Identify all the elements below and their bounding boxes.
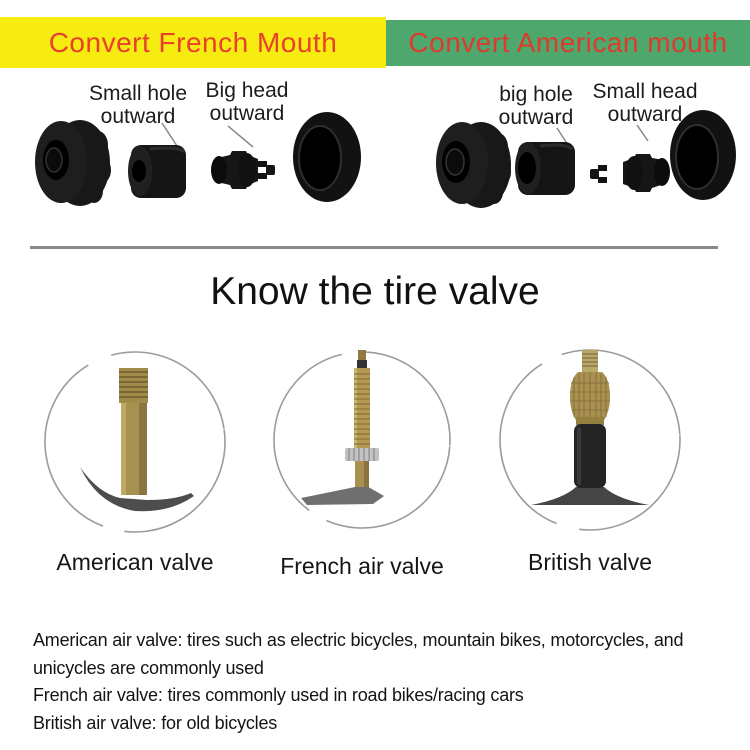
pointer-line-big-head <box>228 126 253 147</box>
label-big-hole-outward: big hole outward <box>498 83 574 129</box>
french-valve-caption: French air valve <box>280 553 444 579</box>
american-valve-cap-part <box>436 122 511 208</box>
banner-convert-american-label: Convert American mouth <box>408 27 728 58</box>
big-head-core-part <box>211 151 275 189</box>
british-valve-illustration <box>495 347 685 537</box>
section-heading: Know the tire valve <box>210 270 540 313</box>
label-big-head-outward: Big head outward <box>205 79 289 125</box>
american-valve-caption: American valve <box>56 549 214 575</box>
tire-base-shape <box>531 487 649 505</box>
french-valve-figure <box>267 347 457 580</box>
american-valve-figure <box>40 347 230 576</box>
description-line: British air valve: for old bicycles <box>33 712 278 733</box>
description-line: unicycles are commonly used <box>33 657 264 678</box>
french-valve-cap-part <box>35 120 111 206</box>
tire-base-shape <box>301 485 384 505</box>
valve-descriptions <box>33 627 733 737</box>
banner-convert-american <box>386 20 750 66</box>
description-line: American air valve: tires such as electric bicycles, mountain bikes, motorcycles, and <box>33 630 684 650</box>
section-divider <box>30 246 718 249</box>
british-valve-caption: British valve <box>528 549 652 575</box>
label-small-head-outward: Small head outward <box>592 80 698 126</box>
banner-convert-french <box>0 17 386 68</box>
american-valve-stem <box>119 368 148 495</box>
american-valve-illustration <box>40 347 230 537</box>
banner-convert-french-label: Convert French Mouth <box>48 26 338 58</box>
british-valve-stem <box>570 350 610 488</box>
french-cap-opening-part <box>293 112 361 202</box>
small-hole-sleeve-part <box>128 145 186 198</box>
british-valve-figure <box>495 347 685 576</box>
small-head-core-part <box>590 154 670 192</box>
description-line: French air valve: tires commonly used in road bikes/racing cars <box>33 685 524 705</box>
pointer-line-small-head <box>637 125 648 141</box>
french-valve-stem <box>345 350 379 487</box>
big-hole-sleeve-part <box>515 142 575 195</box>
label-small-hole-outward: Small hole outward <box>88 82 188 128</box>
french-valve-illustration <box>267 347 457 537</box>
